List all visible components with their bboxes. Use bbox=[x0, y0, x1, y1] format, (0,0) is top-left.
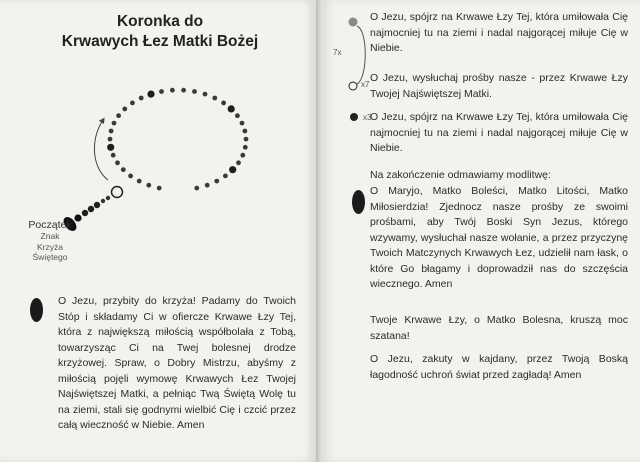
rosary-bead bbox=[243, 145, 248, 150]
grey-bead bbox=[349, 18, 358, 27]
start-label bbox=[20, 219, 80, 263]
start-label-sub-2: Krzyża bbox=[37, 241, 63, 252]
start-label-main: Początek bbox=[28, 219, 72, 231]
closing-prayer: O Maryjo, Matko Boleści, Matko Litości, Matko Miłosierdzia! Zjednocz nasze prośby ze swoimi prośbami, aby Twój Boski Syn Jezus, którego wzywamy, wysłuchał nasze wołanie, a przez przyczynę Twoich Matczynych Krwawych Łez, udzielił nam łask, o które Go błagamy i doprowadził nas do szczęścia wiecznego. Amen bbox=[370, 185, 628, 290]
repeat-bracket bbox=[357, 26, 365, 84]
rosary-bead bbox=[236, 160, 241, 165]
rosary-bead bbox=[229, 166, 236, 173]
chain-bead bbox=[94, 202, 100, 208]
rosary-bead bbox=[157, 186, 162, 191]
chain-bead bbox=[82, 210, 88, 216]
repeat-7x-label: 7x bbox=[333, 48, 342, 57]
count-x7-label: x7 bbox=[361, 80, 370, 89]
rosary-bead bbox=[107, 144, 114, 151]
rosary-bead bbox=[137, 179, 142, 184]
closing-bead-marker bbox=[352, 190, 365, 214]
title-line-2: Krwawych Łez Matki Bożej bbox=[61, 33, 259, 50]
rosary-bead bbox=[214, 179, 219, 184]
final-prayer: O Jezu, zakuty w kajdany, przez Twoją Boską łagodność uchroń świat przed zagładą! Amen bbox=[370, 353, 628, 381]
rosary-bead bbox=[146, 183, 151, 188]
chain-bead bbox=[106, 196, 110, 200]
rosary-bead bbox=[121, 167, 126, 172]
hollow-bead bbox=[349, 82, 357, 90]
chain-bead bbox=[101, 199, 105, 203]
rosary-bead bbox=[205, 183, 210, 188]
rosary-medallion bbox=[112, 187, 123, 198]
count-x3-label: x3 bbox=[363, 113, 372, 122]
rosary-bead bbox=[128, 174, 133, 179]
prayer-1: O Jezu, spójrz na Krwawe Łzy Tej, która umiłowała Cię najmocniej tu na ziemi i nadal najgorącej miłuje Cię w Niebie. bbox=[370, 11, 628, 54]
rosary-bead bbox=[240, 153, 245, 158]
chain-bead bbox=[88, 206, 94, 212]
start-label-sub-3: Świętego bbox=[32, 252, 68, 262]
prayer-3: O Jezu, spójrz na Krwawe Łzy Tej, która umiłowała Cię najmocniej tu na ziemi i nadal najgorącej miłuje Cię w Niebie. bbox=[370, 111, 628, 154]
invocation: Twoje Krwawe Łzy, o Matko Bolesna, kruszą moc szatana! bbox=[370, 314, 628, 342]
rosary-bead bbox=[194, 186, 199, 191]
dark-bead bbox=[350, 113, 358, 121]
prayer-2: O Jezu, wysłuchaj prośby nasze - przez Krwawe Łzy Twojej Najświętszej Matki. bbox=[370, 72, 628, 100]
start-label-sub-1: Znak bbox=[40, 231, 60, 241]
rosary-bead bbox=[115, 160, 120, 165]
prayer-bead-marker bbox=[30, 298, 43, 322]
left-prayer-text: O Jezu, przybity do krzyża! Padamy do Twoich Stóp i składamy Ci w ofiercze Krwawe Łzy Tej, która z największą miłością współbolała z Tobą, towarzysząc Ci na Twej bolesnej drodze krzyżowej. Spraw, o Dobry Mistrzu, abyśmy z miłością pojęli wymowę Krwawych Łez Twojej Najświętszej Matki, a pełniąc Twą Świętą Wolę tu na ziemi, stali się godnymi wielbić Cię i czcić przez całą wieczność w Niebie. Amen bbox=[58, 295, 296, 431]
title-line-1: Koronka do bbox=[116, 13, 204, 30]
rosary-bead bbox=[111, 153, 116, 158]
closing-intro: Na zakończenie odmawiamy modlitwę: bbox=[370, 169, 551, 181]
rosary-bead bbox=[223, 174, 228, 179]
